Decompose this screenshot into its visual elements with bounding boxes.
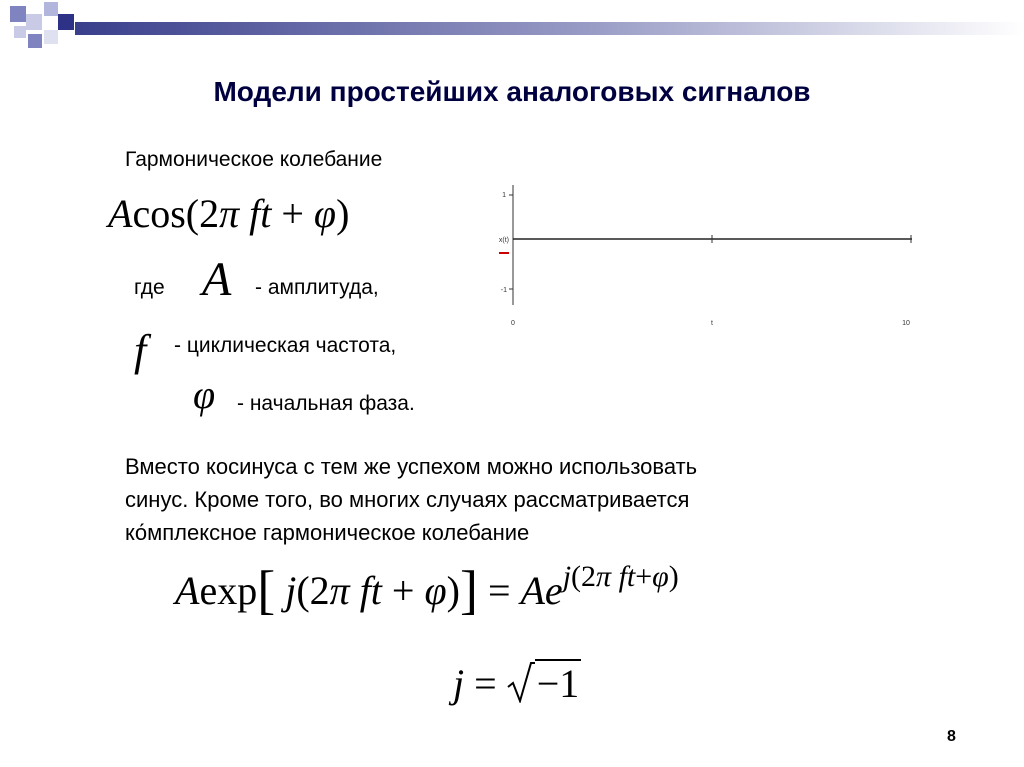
x-tick-label-left: 0 [511, 320, 515, 327]
paragraph-line-3: ко́мплексное гармоническое колебание [125, 520, 530, 545]
y-tick-label-top: 1 [502, 192, 506, 199]
plus-sign: + [271, 191, 314, 236]
close-paren: ) [336, 191, 350, 236]
amp-symbol: A [175, 568, 200, 613]
pi-symbol: π [329, 568, 350, 613]
formula-complex [175, 555, 679, 620]
frequency-symbol: f [134, 326, 147, 375]
y-tick-label-bottom: -1 [500, 287, 507, 294]
ft-term: ft [239, 191, 272, 236]
slide-title: Модели простейших аналоговых сигналов [213, 76, 811, 107]
sup-close: ) [668, 559, 679, 593]
plus-sign: + [381, 568, 425, 613]
page-number: 8 [947, 728, 956, 745]
phase-text: - начальная фаза. [237, 392, 415, 415]
amplitude-text: - амплитуда, [255, 276, 379, 299]
sqrt-icon [507, 661, 535, 703]
j-symbol: j [453, 661, 465, 706]
radicand: −1 [536, 661, 580, 706]
close-paren: ) [446, 568, 460, 613]
x-tick-label-right: 10 [902, 320, 910, 327]
sup-ft: ft [611, 559, 636, 593]
y-axis-label: x(t) [498, 237, 509, 244]
sup-j: j [562, 559, 572, 593]
explanation-paragraph [125, 450, 885, 549]
x-axis-label: t [711, 320, 713, 327]
cos-func: cos(2 [132, 191, 220, 236]
open-paren: (2 [296, 568, 330, 613]
header-decoration [0, 0, 1024, 60]
phase-symbol: φ [193, 372, 216, 417]
formula-imaginary-unit [453, 660, 581, 707]
exponent [563, 560, 679, 593]
pi-symbol: π [219, 191, 240, 236]
where-label: где [134, 276, 165, 299]
right-bracket: ] [459, 560, 478, 620]
equals-sign: = [464, 661, 507, 706]
sup-open: (2 [571, 559, 597, 593]
paragraph-line-2: синус. Кроме того, во многих случаях рассматривается [125, 487, 690, 512]
signal-plot [490, 165, 930, 335]
sup-phi: φ [652, 559, 669, 593]
j-symbol: j [275, 568, 297, 613]
paragraph-line-1: Вместо косинуса с тем же успехом можно использовать [125, 454, 698, 479]
sup-pi: π [596, 559, 612, 593]
exp-func: exp [199, 568, 258, 613]
left-bracket: [ [257, 560, 276, 620]
formula-cos [108, 190, 349, 237]
Ae-term: Ae [520, 568, 563, 613]
frequency-text: - циклическая частота, [174, 334, 397, 357]
phi-symbol: φ [424, 568, 447, 613]
sup-plus: + [635, 559, 653, 593]
harmonic-label: Гармоническое колебание [125, 148, 383, 171]
equals-sign: = [477, 568, 521, 613]
amp-symbol: A [108, 191, 133, 236]
amplitude-symbol: A [202, 253, 232, 306]
ft-term: ft [349, 568, 382, 613]
phi-symbol: φ [313, 191, 337, 236]
